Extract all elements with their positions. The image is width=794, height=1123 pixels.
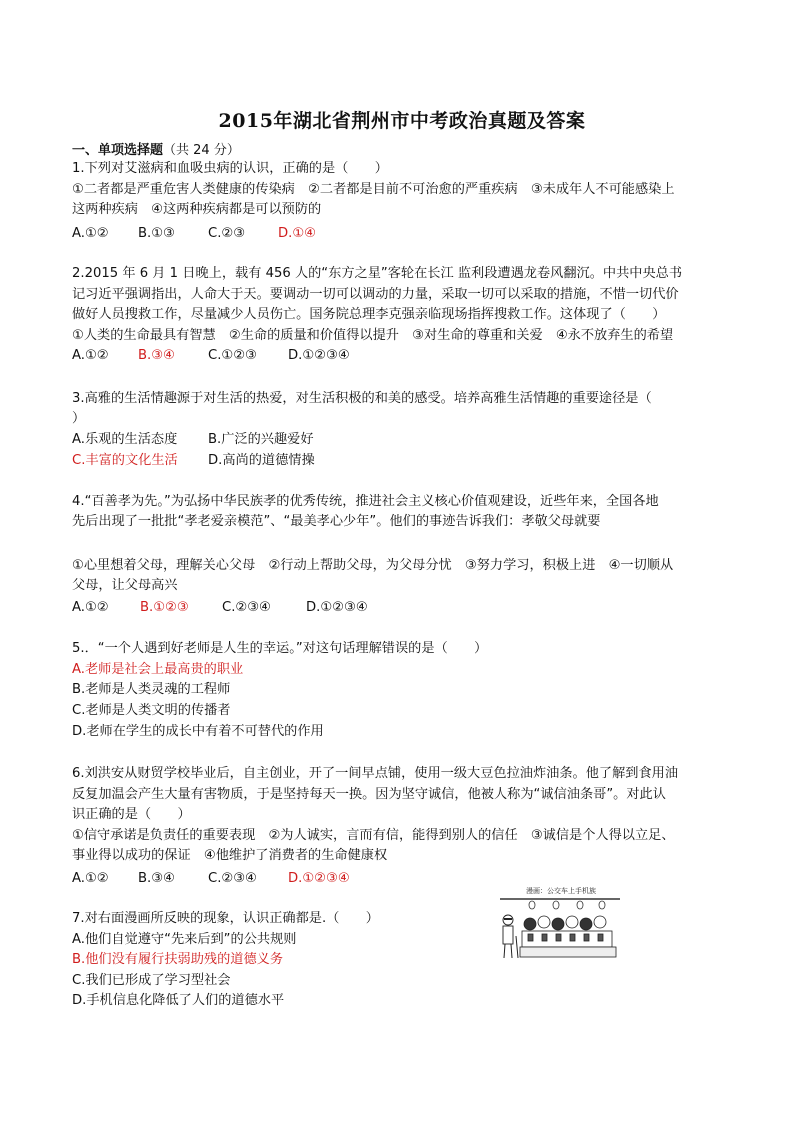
section-note: （共 24 分）	[163, 143, 240, 158]
option-c: C.②③④	[222, 600, 271, 615]
option-d-answer: D.①②③④	[288, 871, 350, 886]
option-b-answer: B.③④	[138, 348, 175, 363]
q4-line2: 先后出现了一批批“孝老爱亲模范”、“最美孝心少年”。他们的事迹告诉我们：孝敬父母就要	[72, 514, 601, 529]
q5-stem: 5.．“一个人遇到好老师是人生的幸运。”对这句话理解错误的是（ ）	[72, 641, 488, 656]
q2-line1: 2.2015 年 6 月 1 日晚上，载有 456 人的“东方之星”客轮在长江 监利段遭遇龙卷风翻沉。中共中央总书	[72, 266, 683, 281]
option-b: B.①③	[138, 226, 175, 241]
q4-line1: 4.“百善孝为先。”为弘扬中华民族孝的优秀传统，推进社会主义核心价值观建设，近些年来，全国各地	[72, 494, 659, 509]
q4-line4: 父母，让父母高兴	[72, 578, 178, 593]
option-b-answer: B.①②③	[140, 600, 189, 615]
section-label: 一、单项选择题	[72, 143, 164, 158]
option-c: C.①②③	[208, 348, 257, 363]
q6-line3: 识正确的是（ ）	[72, 807, 191, 822]
seated-passengers	[520, 916, 616, 957]
q5-option-b: B.老师是人类灵魂的工程师	[72, 682, 231, 697]
q6-line4: ①信守承诺是负责任的重要表现 ②为人诚实，言而有信，能得到别人的信任 ③诚信是个人得以立足、	[72, 828, 675, 843]
q7-option-a: A.他们自觉遵守“先来后到”的公共规则	[72, 932, 297, 947]
hand-straps	[529, 901, 605, 909]
q5-option-d: D.老师在学生的成长中有着不可替代的作用	[72, 724, 324, 739]
q6-line5: 事业得以成功的保证 ④他维护了消费者的生命健康权	[72, 848, 388, 863]
q2-line2: 记习近平强调指出，人命大于天。要调动一切可以调动的力量，采取一切可以采取的措施，不惜一切代价	[72, 287, 679, 302]
q3-line1: 3.高雅的生活情趣源于对生活的热爱，对生活积极的和美的感受。培养高雅生活情趣的重要途径是（	[72, 391, 652, 406]
q2-line4: ①人类的生命最具有智慧 ②生命的质量和价值得以提升 ③对生命的尊重和关爱 ④永不放弃生的希望	[72, 328, 674, 343]
option-b: B.广泛的兴趣爱好	[208, 432, 314, 447]
q3-options-row2	[72, 451, 315, 471]
option-d: D.高尚的道德情操	[208, 453, 315, 468]
option-d: D.①②③④	[306, 600, 368, 615]
q1-line3: 这两种疾病 ④这两种疾病都是可以预防的	[72, 202, 322, 217]
option-a: A.①②	[72, 348, 109, 363]
q1-options	[72, 224, 316, 244]
page-title: 2015年湖北省荆州市中考政治真题及答案	[218, 110, 586, 132]
q6-options	[72, 869, 350, 889]
q1-line2: ①二者都是严重危害人类健康的传染病 ②二者都是目前不可治愈的严重疾病 ③未成年人不可能感染上	[72, 182, 675, 197]
q2-line3: 做好人员搜救工作，尽量减少人员伤亡。国务院总理李克强亲临现场指挥搜救工作。这体现了（ ）	[72, 307, 666, 322]
q2-options	[72, 346, 350, 366]
section-heading	[72, 139, 240, 158]
option-d: D.①②③④	[288, 348, 350, 363]
q5-option-a-answer: A.老师是社会上最高贵的职业	[72, 662, 244, 677]
q5-option-c: C.老师是人类文明的传播者	[72, 703, 231, 718]
q4-options	[72, 598, 368, 618]
q3-options-row1	[72, 430, 314, 450]
q7-option-b-answer: B.他们没有履行扶弱助残的道德义务	[72, 952, 284, 967]
option-c: C.②③④	[208, 871, 257, 886]
standing-elderly-person	[503, 915, 518, 958]
option-a: A.①②	[72, 226, 109, 241]
q6-line2: 反复加温会产生大量有害物质，于是坚持每天一换。因为坚守诚信，他被人称为“诚信油条哥”。对此认	[72, 787, 666, 802]
option-d-answer: D.①④	[278, 226, 316, 241]
option-b: B.③④	[138, 871, 175, 886]
option-c-answer: C.丰富的文化生活	[72, 453, 178, 468]
option-c: C.②③	[208, 226, 246, 241]
option-a: A.①②	[72, 600, 109, 615]
q7-option-d: D.手机信息化降低了人们的道德水平	[72, 993, 285, 1008]
q1-stem: 1.下列对艾滋病和血吸虫病的认识，正确的是（ ）	[72, 161, 388, 176]
q6-line1: 6.刘洪安从财贸学校毕业后，自主创业，开了一间早点铺，使用一级大豆色拉油炸油条。他了解到食用油	[72, 766, 679, 781]
option-a: A.①②	[72, 871, 109, 886]
q7-stem: 7.对右面漫画所反映的现象，认识正确都是.（ ）	[72, 911, 379, 926]
q4-line3: ①心里想着父母，理解关心父母 ②行动上帮助父母，为父母分忧 ③努力学习，积极上进 ④一切顺从	[72, 558, 674, 573]
bus-phone-cartoon	[498, 884, 622, 960]
option-a: A.乐观的生活态度	[72, 432, 178, 447]
q3-line2: ）	[72, 411, 86, 426]
q7-option-c: C.我们已形成了学习型社会	[72, 973, 231, 988]
cartoon-caption: 漫画：公交车上手机族	[526, 887, 596, 895]
